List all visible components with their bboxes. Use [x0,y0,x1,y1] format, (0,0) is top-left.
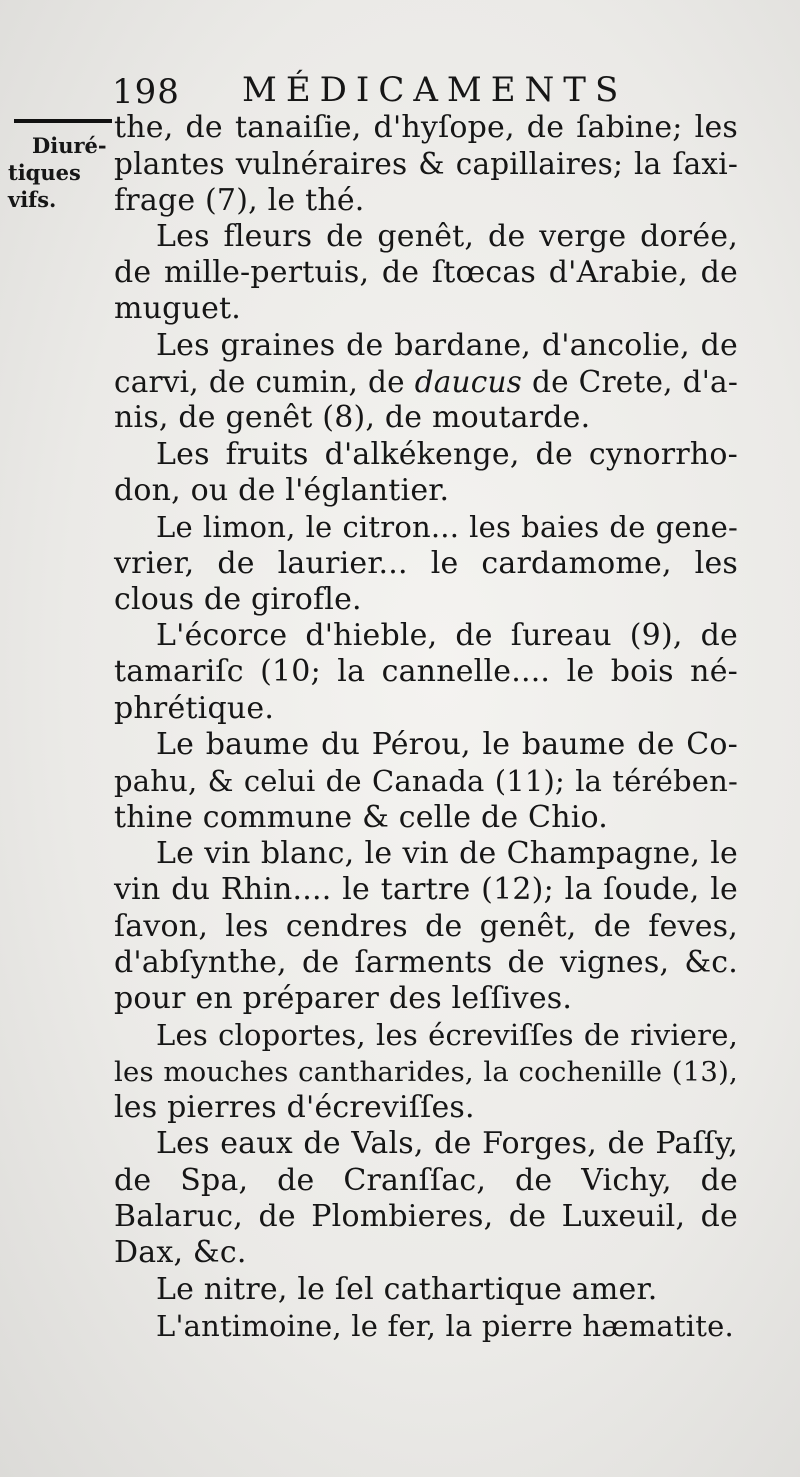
text-line: frage (7), le thé. [114,182,365,218]
text-line: carvi, de cumin, de daucus de Crete, d'a- [114,365,738,400]
text-line: tamariſc (10; la cannelle.... le bois né- [114,654,738,690]
page-header [112,70,712,114]
body-text [114,110,738,1344]
text-line: clous de girofle. [114,581,362,617]
text-line: Balaruc, de Plombieres, de Luxeuil, de [114,1198,738,1234]
text-line: les pierres d'écreviſſes. [114,1090,475,1126]
text-line: Les eaux de Vals, de Forges, de Paſſy, [156,1126,738,1162]
margin-rule [14,119,112,123]
text-line: pour en préparer des leſſives. [114,981,573,1017]
margin-note-line: tiques [8,160,81,185]
text-line: vin du Rhin.... le tartre (12); la ſoude, le [114,872,738,908]
margin-note-line: Diuré- [32,133,107,158]
text-line: Les graines de bardane, d'ancolie, de [156,327,738,363]
text-line: d'abſynthe, de ſarments de vignes, &c. [114,944,738,980]
text-line: les mouches cantharides, la cochenille (13), [114,1055,738,1088]
text-line: ſavon, les cendres de genêt, de feves, [114,908,738,944]
text-line: Le baume du Pérou, le baume de Co- [156,727,738,763]
text-line: Les fleurs de genêt, de verge dorée, [156,218,738,254]
text-line: Le vin blanc, le vin de Champagne, le [156,835,738,871]
text-line: de Spa, de Cranſſac, de Vichy, de [114,1162,738,1198]
text-line: pahu, & celui de Canada (11); la térében- [114,764,738,799]
text-line: muguet. [114,291,242,327]
text-line: nis, de genêt (8), de moutarde. [114,400,591,436]
text-line: don, ou de l'églantier. [114,472,450,508]
page-number: 198 [112,72,180,112]
text-line: de mille-pertuis, de ſtœcas d'Arabie, de [114,255,738,291]
text-line: Les fruits d'alkékenge, de cynorrho- [156,436,738,472]
text-line: Dax, &c. [114,1235,247,1271]
running-title: MÉDICAMENTS [242,70,628,110]
text-line: vrier, de laurier... le cardamome, les [114,545,738,581]
margin-note-line: vifs. [8,187,57,212]
text-line: plantes vulnéraires & capillaires; la ſaxi- [114,147,738,182]
text-line: Les cloportes, les écreviſſes de riviere, [156,1018,738,1053]
text-line: L'antimoine, le fer, la pierre hæmatite. [156,1308,734,1343]
italic-term: daucus [414,365,523,400]
text-line: L'écorce d'hieble, de ſureau (9), de [156,618,738,654]
margin-note [8,132,120,213]
text-line: thine commune & celle de Chio. [114,799,608,835]
text-line: Le limon, le citron... les baies de gene- [156,510,738,545]
text-line: Le nitre, le ſel cathartique amer. [156,1271,658,1307]
text-line: the, de tanaiſie, d'hyſope, de ſabine; les [114,110,738,145]
text-line: phrétique. [114,690,275,726]
